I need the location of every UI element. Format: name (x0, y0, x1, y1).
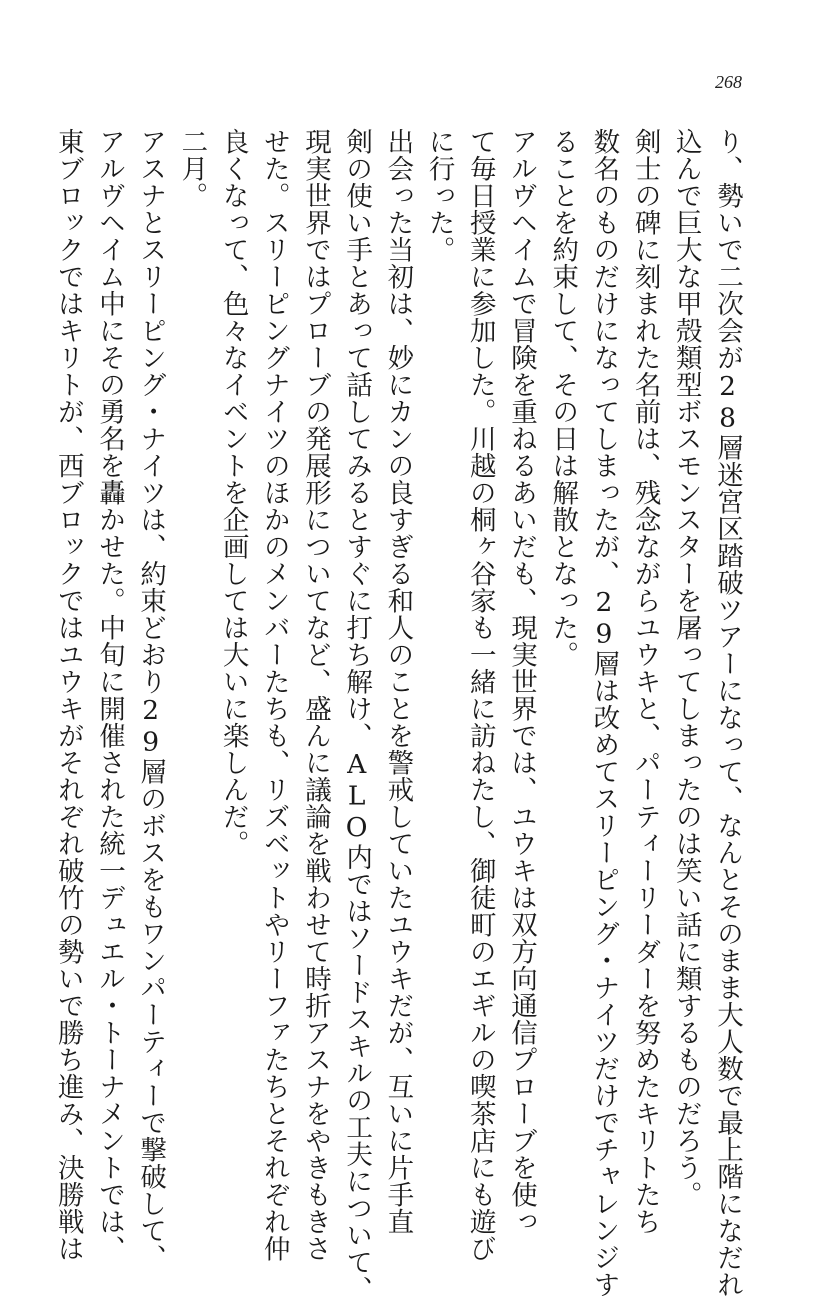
text-line: 剣の使い手とあって話してみるとすぐに打ち解け、ALO内ではソードスキルの工夫について、 (341, 128, 373, 1303)
text-line: アスナとスリーピング・ナイツは、約束どおり29層のボスをもワンパーティーで撃破して、 (135, 128, 167, 1271)
text-line: 現実世界ではプローブの発展形についてなど、盛んに議論を戦わせて時折アスナをやきもきさ (299, 128, 331, 1262)
text-line: り、勢いで二次会が28層迷宮区踏破ツアーになって、なんとそのまま大人数で最上階になだれ (712, 128, 743, 1298)
text-line: 良くなって、色々なイベントを企画しては大いに楽しんだ。 (217, 128, 249, 857)
text-line: に行った。 (423, 128, 455, 263)
text-line: 出会った当初は、妙にカンの良すぎる和人のことを警戒していたユウキだが、互いに片手直 (382, 128, 414, 1235)
text-line: 二月。 (176, 128, 208, 209)
text-line: 込んで巨大な甲殻類型ボスモンスターを屠ってしまったのは笑い話に類するものだろう。 (670, 128, 702, 1208)
text-line: て毎日授業に参加した。川越の桐ヶ谷家も一緒に訪ねたし、御徒町のエギルの喫茶店にも遊び (464, 128, 496, 1262)
text-line: ることを約束して、その日は解散となった。 (547, 128, 579, 668)
body-text (52, 128, 748, 1303)
text-line: 数名のものだけになってしまったが、29層は改めてスリーピング・ナイツだけでチャレンジす (588, 128, 620, 1298)
text-line: 剣士の碑に刻まれた名前は、残念ながらユウキと、パーティーリーダーを努めたキリトたち (629, 128, 661, 1235)
text-line: アルヴヘイムで冒険を重ねるあいだも、現実世界では、ユウキは双方向通信プローブを使っ (505, 128, 537, 1235)
text-line: せた。スリーピングナイツのほかのメンバーたちも、リズベットやリーファたちとそれぞれ仲 (258, 128, 290, 1262)
text-line: 東ブロックではキリトが、西ブロックではユウキがそれぞれ破竹の勢いで勝ち進み、決勝戦は (52, 128, 84, 1262)
page-number: 268 (715, 72, 742, 92)
text-line: アルヴヘイム中にその勇名を轟かせた。中旬に開催された統一デュエル・トーナメントでは、 (93, 128, 125, 1262)
